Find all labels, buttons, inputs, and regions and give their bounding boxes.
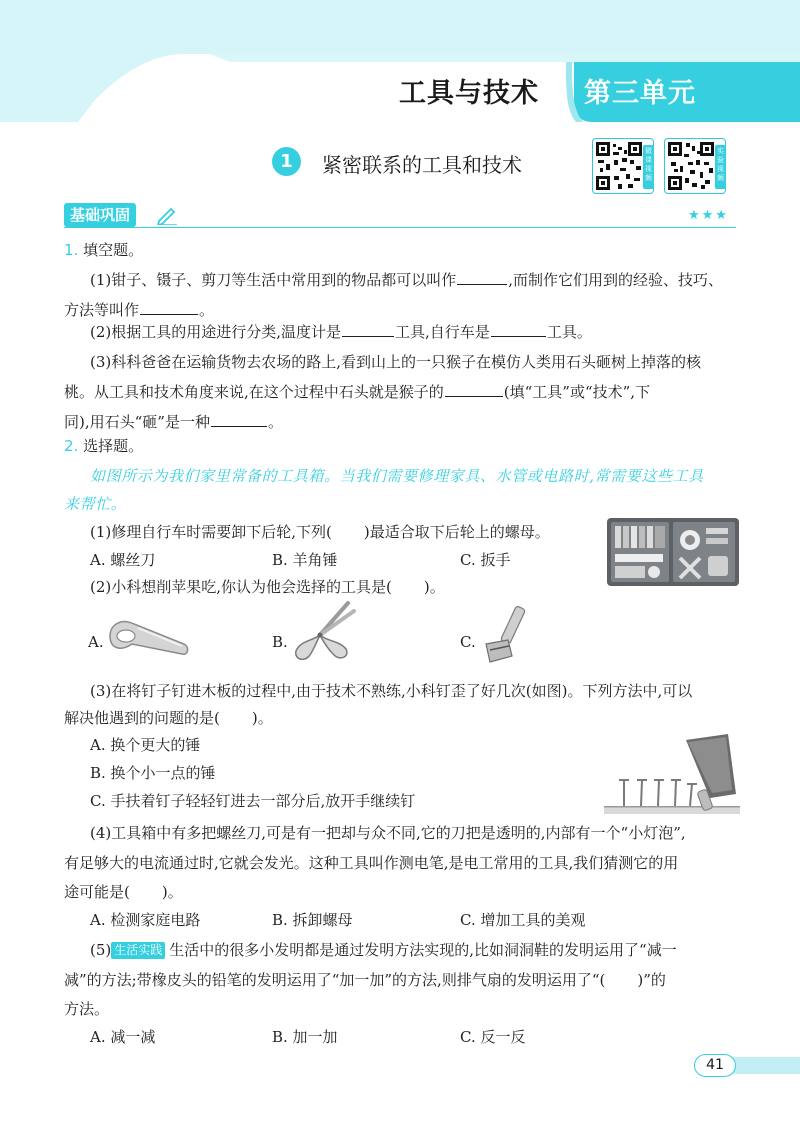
q1-sub1-text-a: (1)钳子、镊子、剪刀等生活中常用到的物品都可以叫作 — [90, 271, 457, 289]
q2-sub1-question — [90, 522, 550, 542]
q2-sub5-text-c: )”的 — [637, 971, 666, 989]
qr-tag-experiment: 实验视频 — [715, 145, 726, 189]
q1-sub1-text-d: 。 — [199, 301, 215, 319]
q2-sub2-option-a-label[interactable]: A. — [88, 633, 104, 651]
q2-sub4-text-c: 途可能是( — [64, 883, 130, 901]
q2-sub4-line3 — [64, 882, 183, 902]
bent-nails-image — [604, 732, 740, 816]
pencil-icon — [156, 205, 178, 225]
q2-heading — [64, 436, 143, 456]
q2-sub1-text-a: (1)修理自行车时需要卸下后轮,下列( — [90, 523, 332, 541]
qr-code-icon — [596, 142, 642, 190]
q2-sub1-option-c[interactable]: C. 扳手 — [460, 551, 511, 569]
qr-code-experiment[interactable] — [664, 138, 726, 194]
qr-code-microlesson[interactable] — [592, 138, 654, 194]
unit-title: 工具与技术 — [399, 78, 539, 109]
q1-sub1-line2 — [64, 300, 214, 320]
q2-sub5-option-c[interactable]: C. 反一反 — [460, 1028, 526, 1046]
q1-sub3-line3 — [64, 412, 283, 432]
unit-number: 第三单元 — [584, 78, 696, 109]
q1-sub3-text-d: 同),用石头“砸”是一种 — [64, 413, 210, 431]
q1-title: 填空题。 — [83, 241, 144, 259]
answer-blank[interactable] — [342, 322, 394, 337]
answer-blank[interactable] — [211, 412, 267, 427]
q2-sub3-text-b: 解决他遇到的问题的是( — [64, 709, 220, 727]
peeler-image — [478, 604, 530, 664]
q2-sub5-text-b: 减”的方法;带橡皮头的铅笔的发明运用了“加一加”的方法,则排气扇的发明运用了“( — [64, 971, 606, 989]
q1-number: 1. — [64, 241, 79, 259]
life-practice-tag: 生活实践 — [111, 942, 165, 959]
answer-blank[interactable] — [140, 300, 198, 315]
answer-blank[interactable] — [445, 382, 503, 397]
q2-sub5-number: (5) — [90, 941, 112, 959]
q2-sub5-option-a[interactable]: A. 减一减 — [90, 1028, 156, 1046]
q2-sub5-line2 — [64, 970, 666, 990]
q1-sub3-line2 — [64, 382, 650, 402]
lesson-title: 紧密联系的工具和技术 — [322, 153, 522, 177]
page-number: 41 — [694, 1054, 736, 1077]
q2-intro-line2: 来帮忙。 — [64, 495, 127, 513]
q1-sub2-text-a: (2)根据工具的用途进行分类,温度计是 — [90, 323, 342, 341]
answer-blank[interactable] — [491, 322, 546, 337]
q2-sub4-line1: (4)工具箱中有多把螺丝刀,可是有一把却与众不同,它的刀把是透明的,内部有一个“小灯泡”, — [90, 824, 686, 842]
q2-sub2-option-c-label[interactable]: C. — [460, 633, 476, 651]
bottle-opener-image — [104, 614, 190, 660]
lesson-number-badge: 1 — [272, 147, 301, 176]
q2-intro-line1: 如图所示为我们家里常备的工具箱。当我们需要修理家具、水管或电路时,常需要这些工具 — [90, 467, 704, 485]
qr-tag-microlesson: 微课视频 — [643, 145, 654, 189]
q1-sub2-text-c: 工具。 — [546, 323, 592, 341]
q2-sub3-option-c[interactable]: C. 手扶着钉子轻轻钉进去一部分后,放开手继续钉 — [90, 792, 416, 810]
q2-sub2-text-a: (2)小科想削苹果吃,你认为他会选择的工具是( — [90, 578, 392, 596]
section-divider — [64, 227, 736, 228]
difficulty-stars: ★★★ — [688, 208, 729, 223]
q1-sub1-text-b: ,而制作它们用到的经验、技巧、 — [508, 271, 724, 289]
q2-sub3-option-b[interactable]: B. 换个小一点的锤 — [90, 764, 216, 782]
q2-title: 选择题。 — [83, 437, 144, 455]
q2-sub3-line1: (3)在将钉子钉进木板的过程中,由于技术不熟练,小科钉歪了好几次(如图)。下列方法中,可以 — [90, 682, 693, 700]
q2-sub4-option-a[interactable]: A. 检测家庭电路 — [90, 911, 201, 929]
q2-sub3-line2 — [64, 708, 273, 728]
q2-sub4-option-c[interactable]: C. 增加工具的美观 — [460, 911, 586, 929]
toolbox-image — [606, 516, 740, 588]
q2-sub5-text-a: 生活中的很多小发明都是通过发明方法实现的,比如洞洞鞋的发明运用了“减一 — [169, 941, 677, 959]
q2-sub4-option-b[interactable]: B. 拆卸螺母 — [272, 911, 353, 929]
q1-sub3-line1: (3)科科爸爸在运输货物去农场的路上,看到山上的一只猴子在模仿人类用石头砸树上掉落的核 — [90, 353, 702, 371]
q1-sub3-text-e: 。 — [267, 413, 283, 431]
q1-sub3-text-c: (填“工具”或“技术”,下 — [503, 383, 651, 401]
q2-sub4-text-d: )。 — [161, 883, 183, 901]
q2-number: 2. — [64, 437, 79, 455]
q2-sub3-option-a[interactable]: A. 换个更大的锤 — [90, 736, 201, 754]
answer-blank[interactable] — [457, 270, 507, 285]
qr-code-icon — [668, 142, 714, 190]
q2-sub5-line3: 方法。 — [64, 1000, 110, 1018]
q2-sub4-line2: 有足够大的电流通过时,它就会发光。这种工具叫作测电笔,是电工常用的工具,我们猜测它的用 — [64, 854, 679, 872]
q2-sub1-option-a[interactable]: A. 螺丝刀 — [90, 551, 156, 569]
section-label: 基础巩固 — [64, 203, 136, 227]
q1-heading — [64, 240, 143, 260]
q1-sub3-text-b: 桃。从工具和技术角度来说,在这个过程中石头就是猴子的 — [64, 383, 444, 401]
q2-sub2-option-b-label[interactable]: B. — [272, 633, 288, 651]
q2-sub3-text-c: )。 — [251, 709, 273, 727]
q2-sub2-text-b: )。 — [423, 578, 445, 596]
q2-sub1-text-b: )最适合取下后轮上的螺母。 — [363, 523, 550, 541]
scissors-image — [290, 601, 356, 663]
q1-sub1-text-c: 方法等叫作 — [64, 301, 140, 319]
q2-sub1-option-b[interactable]: B. 羊角锤 — [272, 551, 338, 569]
q2-sub5-option-b[interactable]: B. 加一加 — [272, 1028, 338, 1046]
q2-sub5-line1 — [90, 940, 677, 960]
q1-sub2-text-b: 工具,自行车是 — [395, 323, 490, 341]
q1-sub2-line1 — [90, 322, 592, 342]
q2-sub2-question — [90, 577, 445, 597]
q1-sub1-line1 — [90, 270, 723, 290]
